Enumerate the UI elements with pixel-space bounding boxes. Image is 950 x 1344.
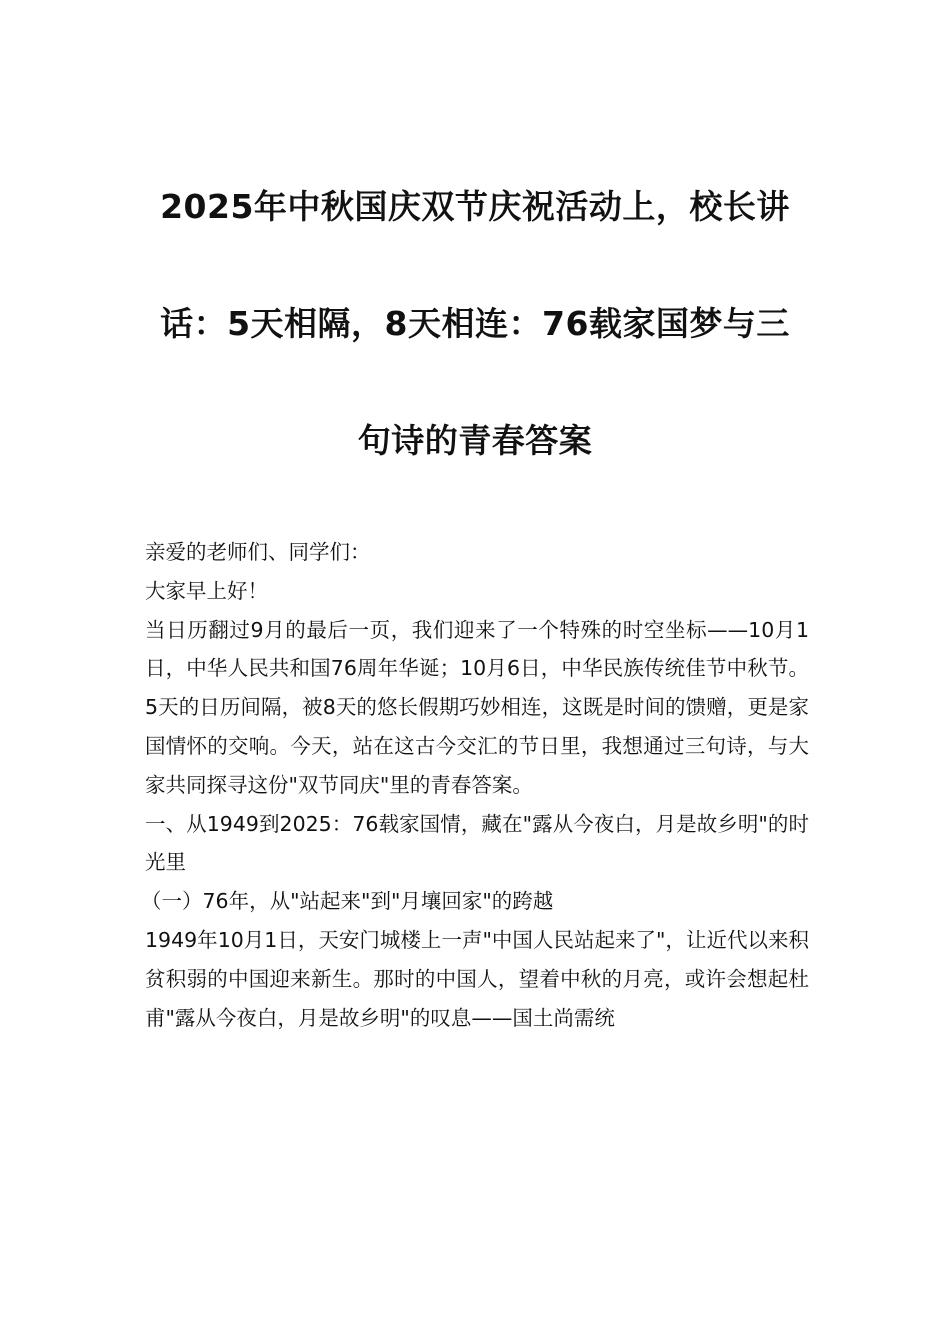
greeting-paragraph: 亲爱的老师们、同学们： [145, 540, 371, 564]
document-body [141, 533, 809, 1037]
subsection-heading-1: （一）76年，从"站起来"到"月壤回家"的跨越 [141, 889, 554, 914]
body-paragraph: 1949年10月1日，天安门城楼上一声"中国人民站起来了"，让近代以来积贫积弱的中国迎来新生。那时的中国人，望着中秋的月亮，或许会想起杜甫"露从今夜白，月是故乡明"的叹息——国土尚需统 [145, 927, 809, 1030]
intro-paragraph: 当日历翻过9月的最后一页，我们迎来了一个特殊的时空坐标——10月1日，中华人民共和国76周年华诞；10月6日，中华民族传统佳节中秋节。5天的日历间隔，被8天的悠长假期巧妙相连，这既是时间的馈赠，更是家国情怀的交响。今天，站在这古今交汇的节日里，我想通过三句诗，与大家共同探寻这份"双节同庆"里的青春答案。 [145, 617, 809, 797]
title-line-3: 句诗的青春答案 [357, 421, 593, 460]
title-line-2: 话：5天相隔，8天相连：76载家国梦与三 [160, 304, 790, 343]
document-title [120, 148, 830, 499]
title-line-1: 2025年中秋国庆双节庆祝活动上，校长讲 [160, 187, 790, 226]
section-heading-1: 一、从1949到2025：76载家国情，藏在"露从今夜白，月是故乡明"的时光里 [145, 811, 809, 875]
salutation-paragraph: 大家早上好！ [145, 578, 268, 603]
